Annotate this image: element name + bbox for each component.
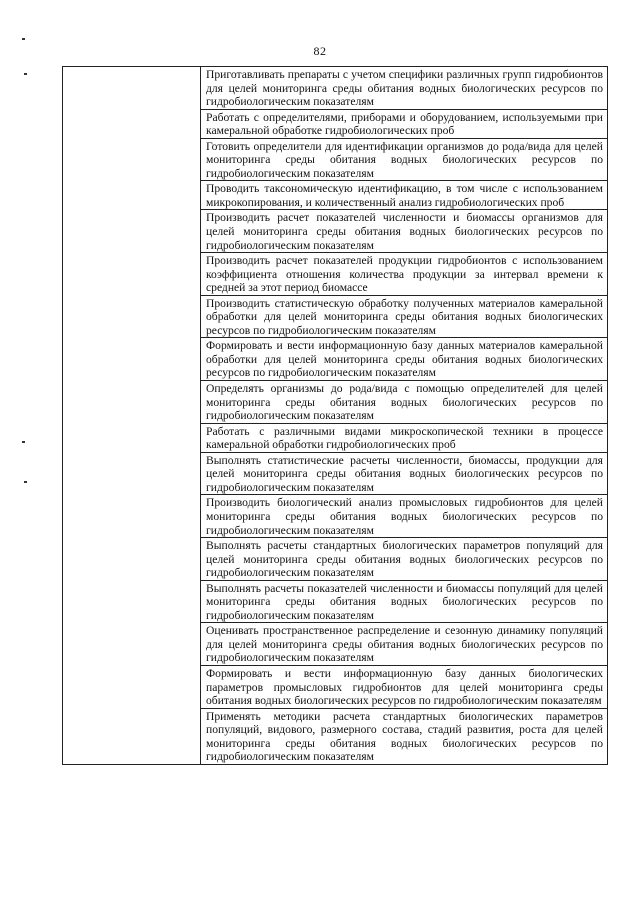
skill-cell: Выполнять статистические расчеты численности, биомассы, продукции для целей мониторинга среды обитания водных биологических ресурсов по гидробиологическим показателям <box>201 452 608 495</box>
skill-cell: Работать с различными видами микроскопической техники в процессе камеральной обработки гидробиологических проб <box>201 423 608 452</box>
scan-mark <box>22 441 25 443</box>
skill-cell: Выполнять расчеты стандартных биологических параметров популяций для целей мониторинга среды обитания водных биологических ресурсов по гидробиологическим показателям <box>201 538 608 581</box>
scan-mark <box>22 38 25 40</box>
skill-cell: Проводить таксономическую идентификацию, в том числе с использованием микрокопирования, и количественный анализ гидробиологических проб <box>201 181 608 210</box>
skill-cell: Оценивать пространственное распределение и сезонную динамику популяций для целей мониторинга среды обитания водных биологических ресурсов по гидробиологическим показателям <box>201 623 608 666</box>
skill-cell: Готовить определители для идентификации организмов до рода/вида для целей мониторинга среды обитания водных биологических ресурсов по гидробиологическим показателям <box>201 138 608 181</box>
skill-cell: Производить расчет показателей численности и биомассы организмов для целей мониторинга среды обитания водных биологических ресурсов по гидробиологическим показателям <box>201 210 608 253</box>
skill-cell: Производить расчет показателей продукции гидробионтов с использованием коэффициента отношения количества продукции за интервал времени к средней за этот период биомассе <box>201 253 608 296</box>
skill-cell: Применять методики расчета стандартных биологических параметров популяций, видового, размерного состава, стадий развития, роста для целей мониторинга среды обитания водных биологических ресурсов по гидробиологическим показателям <box>201 708 608 764</box>
skill-cell: Приготавливать препараты с учетом специфики различных групп гидробионтов для целей мониторинга среды обитания водных биологических ресурсов по гидробиологическим показателям <box>201 67 608 110</box>
skill-cell: Определять организмы до рода/вида с помощью определителей для целей мониторинга среды обитания водных биологических ресурсов по гидробиологическим показателям <box>201 381 608 424</box>
label-cell <box>63 67 201 765</box>
skill-cell: Формировать и вести информационную базу данных биологических параметров промысловых гидробионтов для целей мониторинга среды обитания водных биологических ресурсов по гидробиологическим показателям <box>201 665 608 708</box>
skill-cell: Производить статистическую обработку полученных материалов камеральной обработки для целей мониторинга среды обитания водных биологических ресурсов по гидробиологическим показателям <box>201 295 608 338</box>
table-row <box>63 67 608 110</box>
page-number: 82 <box>313 44 327 58</box>
skills-table-body <box>63 67 608 765</box>
scan-mark <box>24 73 27 75</box>
skill-cell: Производить биологический анализ промысловых гидробионтов для целей мониторинга среды обитания водных биологических ресурсов по гидробиологическим показателям <box>201 495 608 538</box>
skill-cell: Формировать и вести информационную базу данных материалов камеральной обработки для целей мониторинга среды обитания водных биологических ресурсов по гидробиологическим показателям <box>201 338 608 381</box>
skills-table <box>62 66 608 765</box>
skill-cell: Работать с определителями, приборами и оборудованием, используемыми при камеральной обработке гидробиологических проб <box>201 109 608 138</box>
skill-cell: Выполнять расчеты показателей численности и биомассы популяций для целей мониторинга среды обитания водных биологических ресурсов по гидробиологическим показателям <box>201 580 608 623</box>
scan-mark <box>24 481 27 483</box>
